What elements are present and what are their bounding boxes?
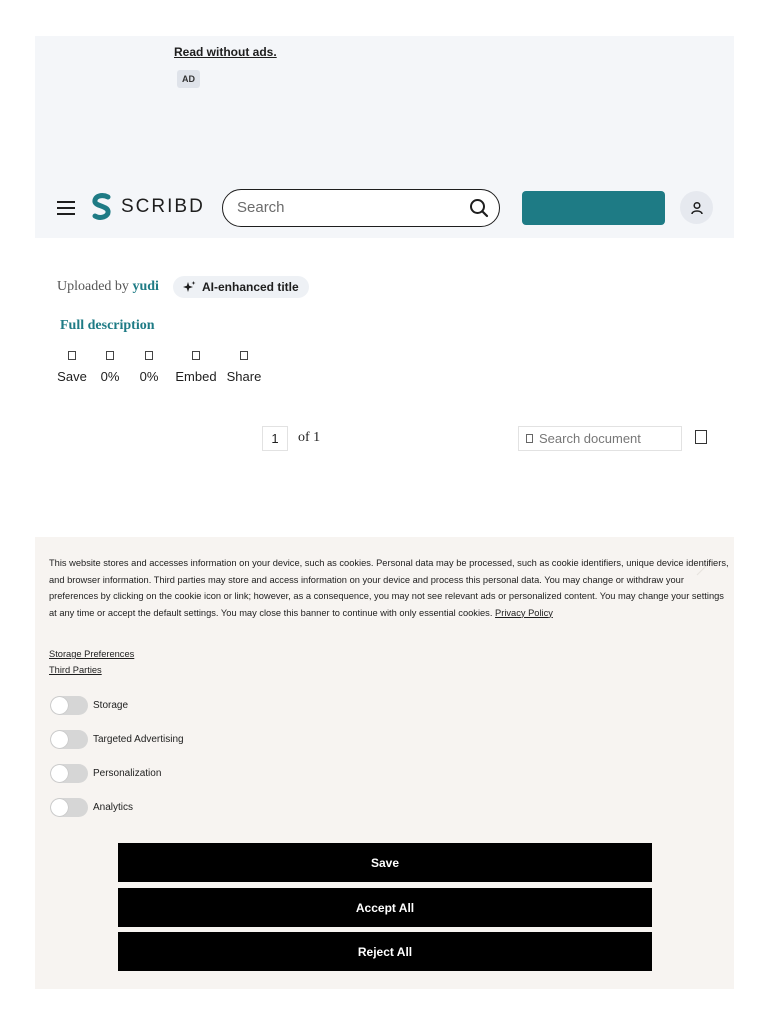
storage-toggle-row — [50, 696, 128, 715]
analytics-toggle-label: Analytics — [93, 802, 134, 813]
document-actions — [56, 351, 262, 384]
targeted-advertising-toggle-label: Targeted Advertising — [93, 734, 184, 745]
ad-badge: AD — [177, 70, 200, 88]
site-header — [35, 180, 734, 238]
document-search[interactable] — [518, 426, 682, 451]
upvote-action[interactable] — [90, 351, 130, 384]
fullscreen-icon[interactable] — [695, 430, 707, 444]
personalization-toggle-row — [50, 764, 161, 783]
uploader-link[interactable]: yudi — [132, 279, 159, 294]
ai-enhanced-chip[interactable] — [173, 276, 309, 298]
targeted-advertising-toggle-row — [50, 730, 184, 749]
page-count: of 1 — [298, 430, 321, 445]
hamburger-menu-icon[interactable] — [57, 201, 75, 215]
analytics-toggle[interactable] — [50, 798, 88, 817]
thumbs-up-icon — [106, 351, 114, 360]
embed-action[interactable] — [174, 351, 218, 384]
personalization-toggle[interactable] — [50, 764, 88, 783]
site-search[interactable] — [222, 189, 500, 227]
uploaded-by — [57, 279, 159, 295]
account-button[interactable] — [680, 191, 713, 224]
cookie-consent-banner — [35, 537, 734, 989]
cookie-links — [49, 646, 134, 678]
cookie-body: This website stores and accesses information on your device, such as cookies. Personal data may be processed, such as cookie identifiers, unique device identifiers, and browser information. Third parties may store and access information on your device and process this personal data. You may change or withdraw your preferences by clicking on the cookie icon or link; however, as a consequence, you may not see relevant ads or personalized content. You may change your settings at any time or accept the default settings. You may close this banner to continue with only essential cookies. — [49, 558, 729, 618]
targeted-advertising-toggle[interactable] — [50, 730, 88, 749]
share-action-label: Share — [226, 369, 262, 384]
uploaded-by-prefix: Uploaded by — [57, 279, 129, 294]
embed-action-label: Embed — [175, 369, 217, 384]
thumbs-down-icon — [145, 351, 153, 360]
upvote-percent: 0% — [100, 369, 120, 384]
save-action[interactable] — [56, 351, 88, 384]
reject-all-button[interactable]: Reject All — [118, 932, 652, 971]
search-input[interactable] — [237, 199, 437, 216]
embed-icon — [192, 351, 200, 360]
sparkle-icon — [183, 281, 196, 294]
downvote-percent: 0% — [139, 369, 159, 384]
share-icon — [240, 351, 248, 360]
search-icon[interactable] — [469, 198, 489, 218]
scribd-logo[interactable] — [91, 193, 205, 221]
header-cta-button[interactable] — [522, 191, 665, 225]
personalization-toggle-label: Personalization — [93, 768, 162, 779]
document-search-input[interactable] — [539, 431, 669, 446]
storage-toggle[interactable] — [50, 696, 88, 715]
storage-toggle-label: Storage — [93, 700, 129, 711]
save-action-label: Save — [57, 369, 87, 384]
save-preferences-button[interactable]: Save — [118, 843, 652, 882]
logo-text: SCRIBD — [121, 196, 205, 217]
full-description-link[interactable]: Full description — [60, 318, 155, 333]
accept-all-button[interactable]: Accept All — [118, 888, 652, 927]
storage-preferences-link[interactable]: Storage Preferences — [49, 649, 135, 659]
scribd-logo-icon — [91, 193, 113, 221]
downvote-action[interactable] — [133, 351, 165, 384]
privacy-policy-link[interactable]: Privacy Policy — [495, 607, 553, 618]
search-document-icon — [526, 434, 533, 443]
analytics-toggle-row — [50, 798, 133, 817]
read-without-ads-link[interactable]: Read without ads. — [174, 45, 277, 59]
ai-chip-label: AI-enhanced title — [202, 280, 299, 294]
share-action[interactable] — [226, 351, 262, 384]
bookmark-icon — [68, 351, 76, 360]
third-parties-link[interactable]: Third Parties — [49, 665, 102, 675]
page-number-input[interactable]: 1 — [262, 426, 288, 451]
user-icon — [690, 201, 704, 215]
cookie-notice-text — [49, 555, 729, 621]
